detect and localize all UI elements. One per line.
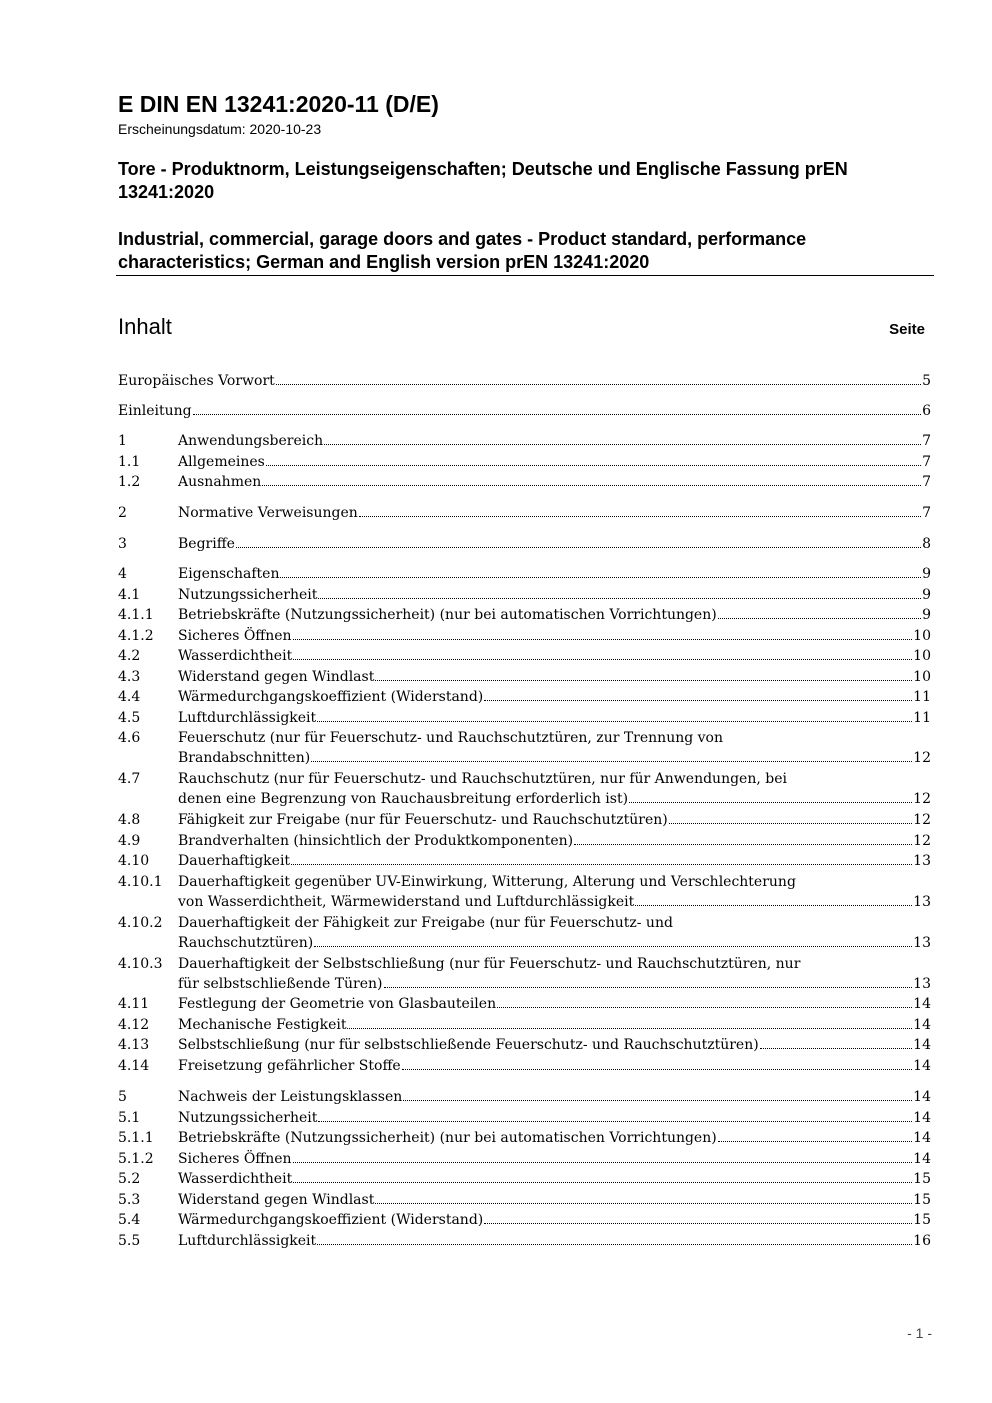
toc-entry-page: 13: [913, 894, 931, 910]
toc-entry[interactable]: [118, 707, 931, 727]
document-code: E DIN EN 13241:2020-11 (D/E): [118, 91, 439, 117]
toc-entry[interactable]: [118, 747, 931, 767]
toc-entry-title: Nutzungssicherheit: [178, 1110, 318, 1126]
toc-entry[interactable]: [118, 666, 931, 686]
toc-entry-title: Normative Verweisungen: [178, 505, 358, 521]
toc-entry-title: Betriebskräfte (Nutzungssicherheit) (nur bei automatischen Vorrichtungen): [178, 1130, 717, 1146]
toc-dot-leader: [760, 1048, 912, 1049]
title-english: Industrial, commercial, garage doors and gates - Product standard, performance characteristics; German and English version prEN 13241:2020: [118, 229, 807, 272]
toc-dot-leader: [317, 1244, 912, 1245]
toc-entry-number: 4: [118, 566, 127, 582]
toc-entry-title: Europäisches Vorwort: [118, 373, 275, 389]
toc-entry-number: 4.1: [118, 587, 141, 603]
toc-entry-title: für selbstschließende Türen): [178, 976, 383, 992]
toc-entry-page: 13: [913, 935, 931, 951]
toc-entry[interactable]: [118, 584, 931, 604]
toc-entry[interactable]: [118, 1127, 931, 1147]
toc-dot-leader: [635, 905, 912, 906]
toc-entry-number: 4.9: [118, 833, 141, 849]
toc-entry-number: 4.10.2: [118, 915, 163, 931]
toc-dot-leader: [193, 414, 922, 415]
toc-entry-title-line1: Dauerhaftigkeit gegenüber UV-Einwirkung, Witterung, Alterung und Verschlechterung: [178, 874, 796, 890]
toc-entry-number: 3: [118, 536, 127, 552]
toc-entry[interactable]: [118, 604, 931, 624]
toc-entry-title: Rauchschutztüren): [178, 935, 314, 951]
toc-entry-title: Nachweis der Leistungsklassen: [178, 1089, 403, 1105]
publication-date: Erscheinungsdatum: 2020-10-23: [118, 121, 322, 137]
toc-dot-leader: [262, 485, 921, 486]
toc-entry-number: 4.14: [118, 1058, 150, 1074]
toc-entry-number: 4.8: [118, 812, 141, 828]
toc-entry-title: Anwendungsbereich: [178, 433, 324, 449]
toc-entry-title: Widerstand gegen Windlast: [178, 669, 375, 685]
toc-entry-page: 14: [913, 996, 931, 1012]
toc-entry-number: 4.10.1: [118, 874, 163, 890]
toc-entry[interactable]: [118, 1055, 931, 1075]
toc-entry[interactable]: [118, 625, 931, 645]
toc-entry-title: Mechanische Festigkeit: [178, 1017, 347, 1033]
title-german: Tore - Produktnorm, Leistungseigenschaften; Deutsche und Englische Fassung prEN 13241:2020: [118, 159, 848, 202]
toc-entry-page: 11: [913, 689, 931, 705]
toc-entry-number: 4.10: [118, 853, 150, 869]
toc-entry-number: 4.7: [118, 771, 141, 787]
toc-entry-title: Einleitung: [118, 403, 192, 419]
toc-entry-page: 10: [913, 648, 931, 664]
toc-entry-number: 4.2: [118, 648, 141, 664]
toc-entry[interactable]: [118, 502, 931, 522]
toc-entry[interactable]: [118, 451, 931, 471]
toc-entry-page: 14: [913, 1130, 931, 1146]
toc-entry[interactable]: [118, 809, 931, 829]
toc-entry-number: 4.6: [118, 730, 141, 746]
toc-entry[interactable]: [118, 370, 931, 390]
toc-entry-page: 13: [913, 976, 931, 992]
toc-entry-number: 1.2: [118, 474, 141, 490]
toc-entry-title: Ausnahmen: [178, 474, 262, 490]
toc-entry-page: 9: [922, 587, 931, 603]
toc-entry[interactable]: [118, 1230, 931, 1250]
toc-entry-title: denen eine Begrenzung von Rauchausbreitung erforderlich ist): [178, 791, 629, 807]
toc-entry-page: 12: [913, 791, 931, 807]
toc-dot-leader: [293, 1162, 913, 1163]
toc-entry-number: 5.3: [118, 1192, 141, 1208]
toc-dot-leader: [347, 1028, 912, 1029]
toc-dot-leader: [718, 1141, 912, 1142]
toc-entry-number: 4.10.3: [118, 956, 163, 972]
toc-entry-number: 4.1.2: [118, 628, 154, 644]
toc-dot-leader: [236, 547, 921, 548]
toc-entry-number: 5.1: [118, 1110, 141, 1126]
toc-entry-title: Wasserdichtheit: [178, 648, 293, 664]
toc-entry-page: 14: [913, 1017, 931, 1033]
toc-dot-leader: [484, 1223, 912, 1224]
toc-entry-number: 5: [118, 1089, 127, 1105]
toc-dot-leader: [318, 598, 921, 599]
toc-entry-page: 7: [922, 474, 931, 490]
toc-entry[interactable]: [118, 932, 931, 952]
toc-entry[interactable]: [118, 1107, 931, 1127]
toc-entry[interactable]: [118, 973, 931, 993]
toc-entry-title: Nutzungssicherheit: [178, 587, 318, 603]
toc-heading: Inhalt: [118, 314, 172, 339]
toc-entry-title: Sicheres Öffnen: [178, 1151, 292, 1167]
toc-entry[interactable]: [118, 1189, 931, 1209]
toc-page-label: Seite: [889, 321, 925, 338]
toc-entry-number: 4.1.1: [118, 607, 154, 623]
toc-entry-page: 12: [913, 812, 931, 828]
toc-entry-number: 4.5: [118, 710, 141, 726]
toc-entry[interactable]: [118, 993, 931, 1013]
toc-dot-leader: [359, 516, 921, 517]
toc-entry-title: Betriebskräfte (Nutzungssicherheit) (nur bei automatischen Vorrichtungen): [178, 607, 717, 623]
toc-entry-title-line1: Dauerhaftigkeit der Selbstschließung (nur für Feuerschutz- und Rauchschutztüren, nur: [178, 956, 801, 972]
toc-dot-leader: [293, 1182, 912, 1183]
toc-entry-title: Festlegung der Geometrie von Glasbauteilen: [178, 996, 497, 1012]
toc-entry-title-line1: Dauerhaftigkeit der Fähigkeit zur Freigabe (nur für Feuerschutz- und: [178, 915, 673, 931]
toc-entry[interactable]: [118, 830, 931, 850]
toc-entry-page: 7: [922, 454, 931, 470]
toc-entry[interactable]: [118, 1086, 931, 1106]
toc-dot-leader: [629, 802, 912, 803]
toc-dot-leader: [403, 1100, 912, 1101]
toc-entry[interactable]: [118, 891, 931, 911]
toc-entry-number: 4.12: [118, 1017, 150, 1033]
toc-dot-leader: [291, 864, 912, 865]
toc-dot-leader: [324, 444, 921, 445]
toc-entry-title: Selbstschließung (nur für selbstschließende Feuerschutz- und Rauchschutztüren): [178, 1037, 759, 1053]
toc-entry-number: 5.4: [118, 1212, 141, 1228]
toc-entry[interactable]: [118, 1168, 931, 1188]
toc-dot-leader: [669, 823, 912, 824]
page-number: - 1 -: [907, 1325, 932, 1341]
toc-entry-title: Begriffe: [178, 536, 235, 552]
toc-dot-leader: [314, 946, 912, 947]
toc-dot-leader: [266, 465, 921, 466]
toc-entry-page: 15: [913, 1171, 931, 1187]
toc-entry[interactable]: [118, 1014, 931, 1034]
toc-dot-leader: [317, 721, 912, 722]
toc-entry-title: Luftdurchlässigkeit: [178, 710, 317, 726]
toc-entry-page: 14: [913, 1037, 931, 1053]
toc-entry-title: Brandabschnitten): [178, 750, 311, 766]
toc-dot-leader: [375, 1203, 912, 1204]
toc-entry-title: Wärmedurchgangskoeffizient (Widerstand): [178, 689, 484, 705]
toc-entry-page: 13: [913, 853, 931, 869]
toc-dot-leader: [280, 577, 921, 578]
toc-entry[interactable]: [118, 533, 931, 553]
toc-entry-title: Widerstand gegen Windlast: [178, 1192, 375, 1208]
toc-dot-leader: [402, 1069, 912, 1070]
toc-entry[interactable]: [118, 430, 931, 450]
toc-dot-leader: [318, 1121, 912, 1122]
toc-dot-leader: [293, 639, 913, 640]
toc-entry[interactable]: [118, 1034, 931, 1054]
toc-entry[interactable]: [118, 563, 931, 583]
toc-entry-page: 16: [913, 1233, 931, 1249]
toc-entry-title: Luftdurchlässigkeit: [178, 1233, 317, 1249]
toc-entry-title: Fähigkeit zur Freigabe (nur für Feuerschutz- und Rauchschutztüren): [178, 812, 668, 828]
toc-entry-number: 5.1.1: [118, 1130, 154, 1146]
header-divider: [116, 275, 934, 276]
toc-entry-page: 7: [922, 433, 931, 449]
toc-entry-title: von Wasserdichtheit, Wärmewiderstand und Luftdurchlässigkeit: [178, 894, 635, 910]
toc-entry-number: 2: [118, 505, 127, 521]
toc-entry-number: 5.2: [118, 1171, 141, 1187]
toc-entry-title: Allgemeines: [178, 454, 265, 470]
toc-dot-leader: [574, 844, 912, 845]
toc-dot-leader: [311, 761, 912, 762]
toc-dot-leader: [384, 987, 913, 988]
toc-dot-leader: [375, 680, 912, 681]
toc-entry-page: 12: [913, 750, 931, 766]
toc-entry-number: 1: [118, 433, 127, 449]
toc-entry-title: Wasserdichtheit: [178, 1171, 293, 1187]
toc-entry-page: 10: [913, 628, 931, 644]
toc-entry-page: 14: [913, 1110, 931, 1126]
toc-entry[interactable]: [118, 1209, 931, 1229]
toc-entry-title: Dauerhaftigkeit: [178, 853, 291, 869]
toc-dot-leader: [497, 1007, 912, 1008]
toc-entry-number: 4.3: [118, 669, 141, 685]
toc-entry-page: 15: [913, 1212, 931, 1228]
toc-entry-number: 1.1: [118, 454, 141, 470]
toc-entry-title: Sicheres Öffnen: [178, 628, 292, 644]
toc-entry[interactable]: [118, 471, 931, 491]
toc-entry-number: 4.13: [118, 1037, 150, 1053]
toc-entry-page: 14: [913, 1089, 931, 1105]
toc-entry-page: 9: [922, 566, 931, 582]
toc-dot-leader: [276, 384, 921, 385]
toc-entry-page: 15: [913, 1192, 931, 1208]
toc-entry-title: Brandverhalten (hinsichtlich der Produktkomponenten): [178, 833, 574, 849]
toc-entry-number: 5.1.2: [118, 1151, 154, 1167]
toc-entry-title: Eigenschaften: [178, 566, 280, 582]
toc-entry[interactable]: [118, 788, 931, 808]
toc-entry-page: 8: [922, 536, 931, 552]
toc-entry-page: 9: [922, 607, 931, 623]
toc-dot-leader: [484, 700, 912, 701]
toc-entry-page: 14: [913, 1058, 931, 1074]
toc-entry[interactable]: [118, 645, 931, 665]
toc-entry[interactable]: [118, 850, 931, 870]
toc-entry-title: Freisetzung gefährlicher Stoffe: [178, 1058, 401, 1074]
toc-entry[interactable]: [118, 400, 931, 420]
toc-entry-number: 4.4: [118, 689, 141, 705]
toc-dot-leader: [293, 659, 912, 660]
toc-entry-page: 6: [922, 403, 931, 419]
toc-entry-title-line1: Feuerschutz (nur für Feuerschutz- und Rauchschutztüren, zur Trennung von: [178, 730, 723, 746]
toc-entry-page: 7: [922, 505, 931, 521]
toc-entry[interactable]: [118, 1148, 931, 1168]
toc-entry-page: 10: [913, 669, 931, 685]
toc-entry-number: 4.11: [118, 996, 150, 1012]
toc-entry-number: 5.5: [118, 1233, 141, 1249]
toc-entry[interactable]: [118, 686, 931, 706]
toc-entry-page: 5: [922, 373, 931, 389]
toc-entry-title: Wärmedurchgangskoeffizient (Widerstand): [178, 1212, 484, 1228]
toc-entry-title-line1: Rauchschutz (nur für Feuerschutz- und Rauchschutztüren, nur für Anwendungen, bei: [178, 771, 787, 787]
toc-entry-page: 11: [913, 710, 931, 726]
toc-dot-leader: [718, 618, 921, 619]
toc-entry-page: 12: [913, 833, 931, 849]
toc-entry-page: 14: [913, 1151, 931, 1167]
